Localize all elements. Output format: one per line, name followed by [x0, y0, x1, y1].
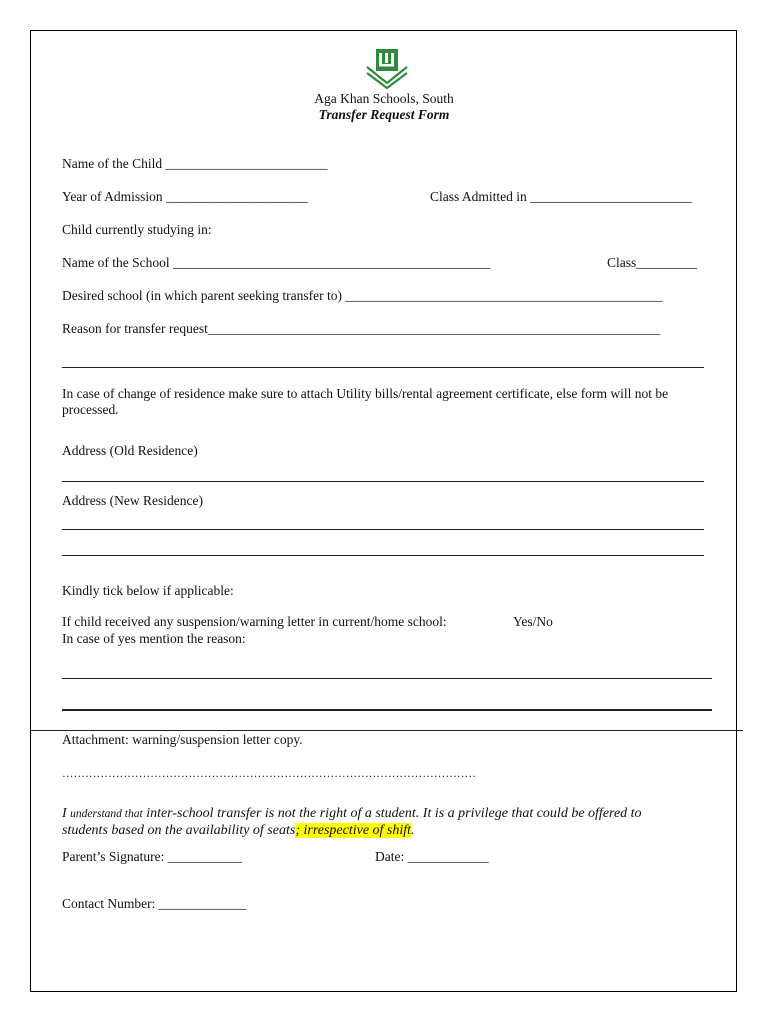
attachment-label: Attachment: warning/suspension letter copy. [62, 732, 303, 747]
parent-signature-field[interactable]: Parent’s Signature: ___________ [62, 849, 242, 864]
date-field[interactable]: Date: ____________ [375, 849, 489, 864]
child-name-field[interactable]: Name of the Child ________________________ [62, 156, 328, 171]
declaration-end: . [411, 823, 415, 838]
yes-no-choice[interactable]: Yes/No [513, 614, 553, 629]
school-name-field[interactable]: Name of the School _______________________________________________ [62, 255, 491, 270]
new-address-line-1[interactable] [62, 529, 704, 530]
section-divider [30, 730, 743, 731]
residence-note: In case of change of residence make sure to attach Utility bills/rental agreement certificate, else form will not be processed. [62, 386, 669, 417]
mention-reason-label: In case of yes mention the reason: [62, 631, 246, 646]
form-title: Transfer Request Form [318, 107, 450, 122]
desired-school-field[interactable]: Desired school (in which parent seeking transfer to) _______________________________________________ [62, 288, 663, 303]
declaration-text-1: inter-school transfer is not the right of a student. It is a privilege that could be offered to [142, 806, 642, 821]
declaration-lead: I [62, 806, 67, 821]
class-field[interactable]: Class_________ [607, 255, 698, 270]
currently-studying-label: Child currently studying in: [62, 222, 212, 237]
declaration-line-1 [62, 806, 642, 822]
new-address-line-2[interactable] [62, 555, 704, 556]
aga-khan-logo [364, 45, 410, 89]
year-of-admission-field[interactable]: Year of Admission _____________________ [62, 189, 308, 204]
declaration-understand: understand that [70, 808, 143, 820]
new-address-label: Address (New Residence) [62, 493, 203, 508]
highlighted-shift-text: ; irrespective of shift [295, 823, 412, 838]
dotted-line[interactable]: ……………………………………………………………………………………………… [62, 768, 476, 780]
reason-line[interactable] [62, 367, 704, 368]
contact-number-field[interactable]: Contact Number: _____________ [62, 896, 247, 911]
class-admitted-field[interactable]: Class Admitted in ________________________ [430, 189, 693, 204]
declaration-text-2: students based on the availability of seats [62, 823, 296, 838]
suspension-reason-line-2[interactable] [62, 709, 712, 711]
suspension-reason-line-1[interactable] [62, 678, 712, 679]
old-address-line[interactable] [62, 481, 704, 482]
tick-instruction: Kindly tick below if applicable: [62, 583, 234, 598]
reason-field[interactable]: Reason for transfer request___________________________________________________________________ [62, 321, 661, 336]
form-border [30, 30, 737, 992]
declaration-line-2 [62, 823, 415, 839]
suspension-question: If child received any suspension/warning letter in current/home school: [62, 614, 447, 629]
school-name: Aga Khan Schools, South [314, 91, 454, 106]
old-address-label: Address (Old Residence) [62, 443, 198, 458]
